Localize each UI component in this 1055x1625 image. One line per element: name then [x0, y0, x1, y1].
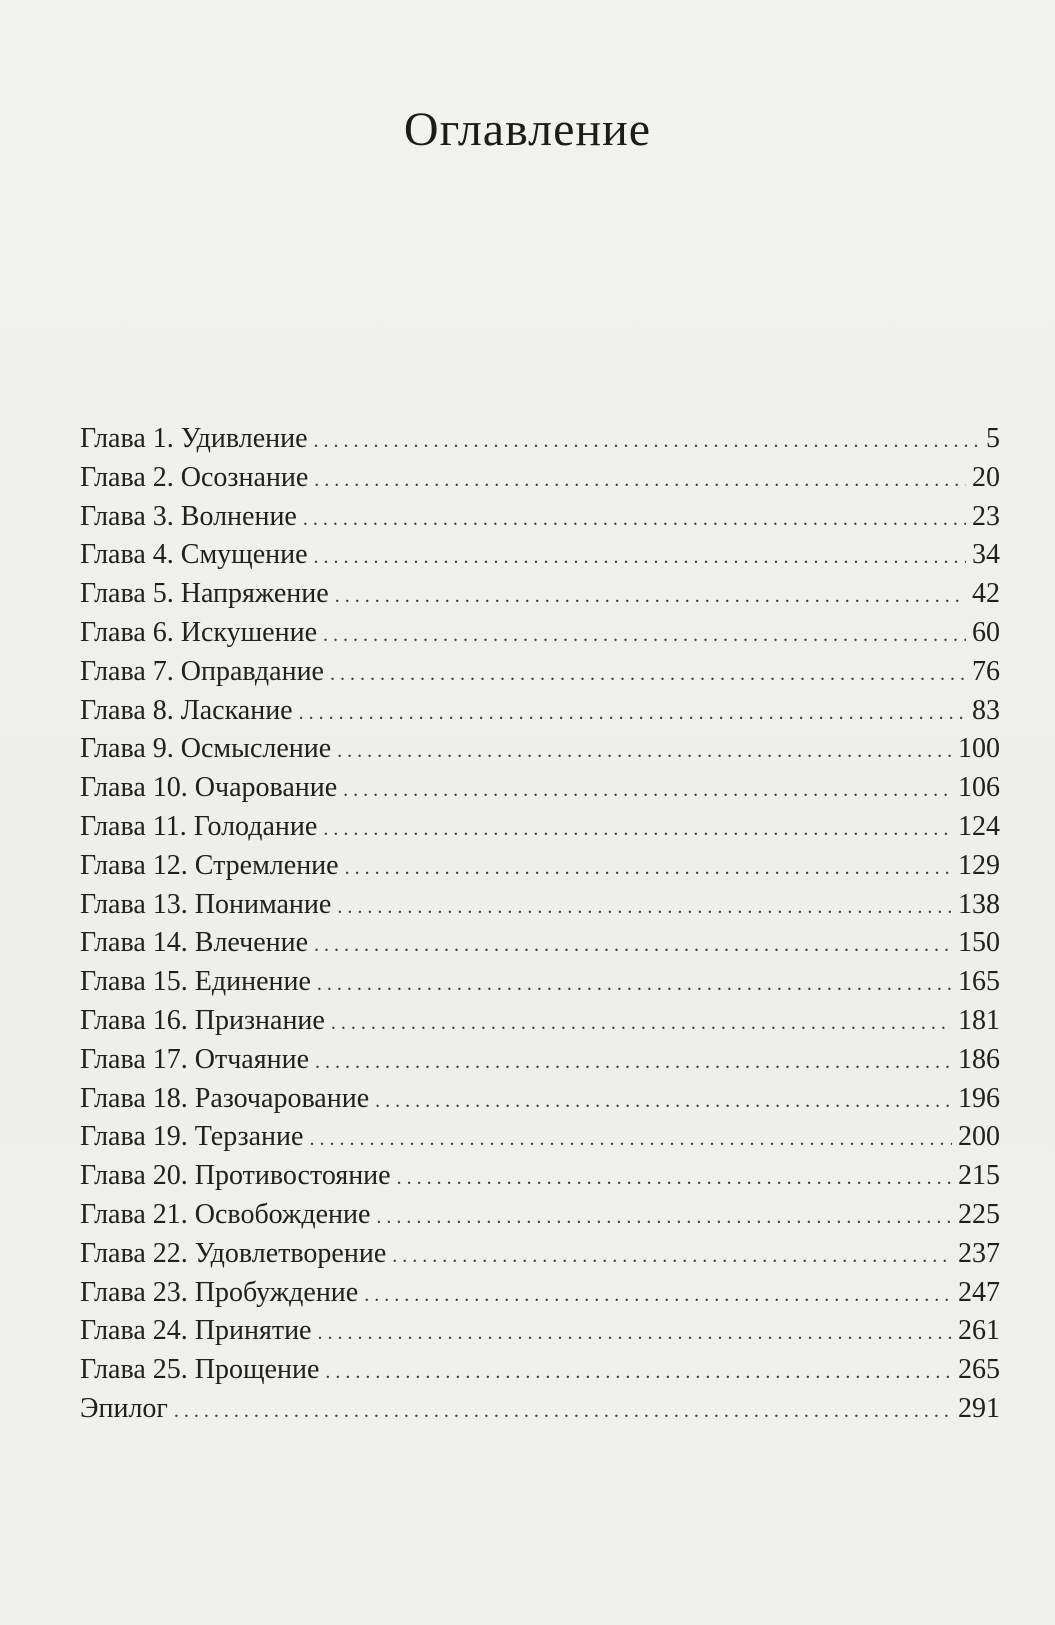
toc-entry-page-number: 291	[958, 1392, 1000, 1424]
toc-entry-page-number: 186	[958, 1043, 1000, 1075]
toc-entry-page-number: 20	[972, 461, 1000, 493]
toc-entry-page-number: 181	[958, 1004, 1000, 1036]
toc-entry-label: Глава 4. Смущение	[80, 539, 308, 571]
toc-entry-label: Глава 12. Стремление	[80, 849, 339, 881]
toc-entry	[80, 730, 1000, 769]
table-of-contents	[80, 420, 1000, 1429]
toc-entry-label: Глава 7. Оправдание	[80, 655, 324, 687]
toc-dot-leader	[335, 577, 966, 616]
toc-entry-page-number: 106	[958, 772, 1000, 804]
toc-entry	[80, 1002, 1000, 1041]
toc-entry	[80, 692, 1000, 731]
toc-entry-label: Глава 19. Терзание	[80, 1121, 304, 1153]
toc-dot-leader	[317, 1314, 952, 1353]
toc-entry	[80, 924, 1000, 963]
toc-entry-page-number: 215	[958, 1160, 1000, 1192]
toc-dot-leader	[397, 1159, 952, 1198]
toc-entry-page-number: 100	[958, 733, 1000, 765]
toc-dot-leader	[375, 1082, 952, 1121]
toc-dot-leader	[299, 694, 966, 733]
toc-dot-leader	[364, 1276, 952, 1315]
toc-entry	[80, 1041, 1000, 1080]
toc-entry-label: Глава 24. Принятие	[80, 1315, 312, 1347]
toc-entry-label: Глава 6. Искушение	[80, 616, 318, 648]
toc-entry-page-number: 42	[972, 578, 1000, 610]
toc-entry	[80, 575, 1000, 614]
toc-dot-leader	[337, 732, 952, 771]
toc-entry-page-number: 200	[958, 1121, 1000, 1153]
toc-entry	[80, 1274, 1000, 1313]
toc-entry-label: Глава 20. Противостояние	[80, 1160, 391, 1192]
toc-entry	[80, 1157, 1000, 1196]
toc-dot-leader	[309, 1120, 952, 1159]
toc-entry-page-number: 124	[958, 810, 1000, 842]
toc-entry-page-number: 23	[972, 500, 1000, 532]
toc-entry-page-number: 225	[958, 1198, 1000, 1230]
toc-dot-leader	[331, 1004, 952, 1043]
toc-entry-label: Глава 23. Пробуждение	[80, 1276, 359, 1308]
toc-entry-page-number: 261	[958, 1315, 1000, 1347]
toc-entry-page-number: 150	[958, 927, 1000, 959]
toc-dot-leader	[343, 771, 952, 810]
toc-dot-leader	[323, 810, 952, 849]
toc-entry-label: Глава 1. Удивление	[80, 423, 308, 454]
toc-entry	[80, 808, 1000, 847]
toc-entry-label: Глава 13. Понимание	[80, 888, 332, 920]
toc-entry	[80, 614, 1000, 653]
toc-entry	[80, 1390, 1000, 1429]
toc-dot-leader	[330, 655, 966, 694]
toc-entry	[80, 1080, 1000, 1119]
toc-entry-label: Глава 8. Ласкание	[80, 694, 293, 726]
toc-entry-page-number: 5	[986, 423, 1000, 454]
toc-entry-page-number: 138	[958, 888, 1000, 920]
toc-entry	[80, 536, 1000, 575]
toc-entry	[80, 769, 1000, 808]
toc-dot-leader	[325, 1353, 952, 1392]
toc-entry-label: Глава 21. Освобождение	[80, 1198, 371, 1230]
toc-entry	[80, 847, 1000, 886]
toc-entry-label: Глава 10. Очарование	[80, 772, 338, 804]
toc-dot-leader	[314, 461, 966, 500]
toc-entry-label: Глава 22. Удовлетворение	[80, 1237, 387, 1269]
page-title: Оглавление	[403, 103, 652, 157]
toc-dot-leader	[392, 1237, 952, 1276]
toc-dot-leader	[174, 1392, 952, 1431]
toc-entry-label: Глава 3. Волнение	[80, 500, 297, 532]
toc-dot-leader	[314, 538, 966, 577]
toc-entry-label: Глава 15. Единение	[80, 966, 311, 998]
toc-entry-label: Глава 17. Отчаяние	[80, 1043, 310, 1075]
toc-entry-page-number: 165	[958, 966, 1000, 998]
toc-entry	[80, 420, 1000, 459]
toc-entry-label: Глава 9. Осмысление	[80, 733, 332, 765]
toc-entry-page-number: 237	[958, 1237, 1000, 1269]
toc-dot-leader	[345, 849, 952, 888]
toc-entry-label: Глава 14. Влечение	[80, 927, 309, 959]
toc-dot-leader	[303, 500, 966, 539]
toc-entry-page-number: 247	[958, 1276, 1000, 1308]
toc-entry-page-number: 76	[972, 655, 1000, 687]
toc-dot-leader	[315, 1043, 952, 1082]
toc-entry-label: Глава 18. Разочарование	[80, 1082, 370, 1114]
toc-dot-leader	[314, 422, 980, 461]
toc-dot-leader	[317, 965, 952, 1004]
toc-entry	[80, 886, 1000, 925]
toc-entry-page-number: 34	[972, 539, 1000, 571]
toc-entry	[80, 653, 1000, 692]
toc-entry	[80, 1118, 1000, 1157]
toc-entry-label: Глава 16. Признание	[80, 1004, 325, 1036]
toc-entry	[80, 963, 1000, 1002]
toc-entry-page-number: 265	[958, 1354, 1000, 1386]
toc-dot-leader	[337, 888, 952, 927]
toc-entry-page-number: 83	[972, 694, 1000, 726]
toc-entry	[80, 1312, 1000, 1351]
toc-entry-label: Эпилог	[80, 1392, 168, 1424]
toc-entry-label: Глава 11. Голодание	[80, 810, 318, 842]
toc-entry-label: Глава 5. Напряжение	[80, 578, 329, 610]
toc-entry	[80, 1196, 1000, 1235]
toc-entry	[80, 1351, 1000, 1390]
toc-dot-leader	[323, 616, 966, 655]
toc-entry-page-number: 60	[972, 616, 1000, 648]
toc-entry	[80, 1235, 1000, 1274]
toc-entry-page-number: 129	[958, 849, 1000, 881]
toc-entry-label: Глава 2. Осознание	[80, 461, 309, 493]
toc-entry	[80, 498, 1000, 537]
toc-entry-page-number: 196	[958, 1082, 1000, 1114]
toc-dot-leader	[314, 926, 952, 965]
toc-entry-label: Глава 25. Прощение	[80, 1354, 320, 1386]
toc-entry	[80, 459, 1000, 498]
toc-dot-leader	[376, 1198, 952, 1237]
